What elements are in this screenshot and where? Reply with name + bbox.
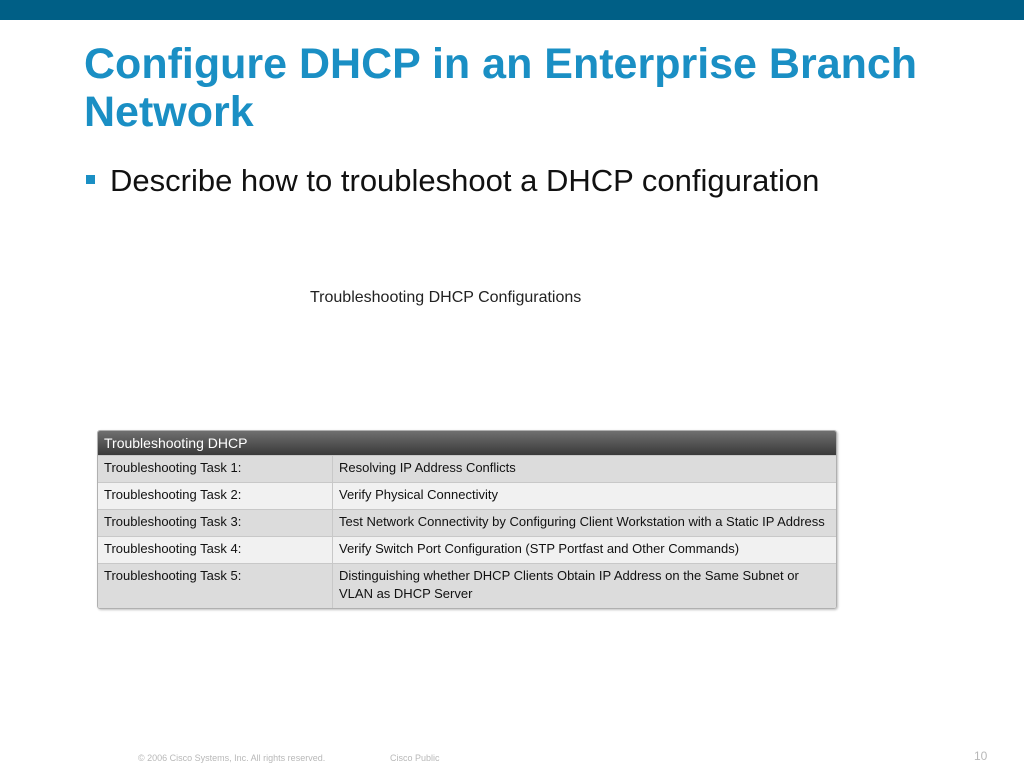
bullet-item bbox=[86, 162, 819, 200]
task-description: Resolving IP Address Conflicts bbox=[339, 460, 516, 475]
task-description: Distinguishing whether DHCP Clients Obtain IP Address on the Same Subnet or VLAN as DHCP Server bbox=[339, 568, 799, 601]
bullet-square-icon bbox=[86, 175, 95, 184]
table-row bbox=[98, 455, 836, 482]
task-label: Troubleshooting Task 4: bbox=[98, 537, 333, 563]
table-row bbox=[98, 563, 836, 608]
task-label: Troubleshooting Task 3: bbox=[98, 510, 333, 536]
bullet-text: Describe how to troubleshoot a DHCP configuration bbox=[110, 163, 820, 198]
task-description: Verify Physical Connectivity bbox=[339, 487, 498, 502]
slide-title: Configure DHCP in an Enterprise Branch Network bbox=[84, 40, 918, 136]
table-header: Troubleshooting DHCP bbox=[98, 431, 836, 455]
troubleshooting-table bbox=[97, 430, 837, 609]
footer-classification: Cisco Public bbox=[390, 753, 440, 763]
footer-copyright: © 2006 Cisco Systems, Inc. All rights reserved. bbox=[138, 753, 326, 763]
top-banner bbox=[0, 0, 1024, 20]
page-number: 10 bbox=[974, 749, 988, 763]
table-row bbox=[98, 509, 836, 536]
table-row bbox=[98, 482, 836, 509]
table-row bbox=[98, 536, 836, 563]
task-description: Test Network Connectivity by Configuring Client Workstation with a Static IP Address bbox=[339, 514, 825, 529]
task-label: Troubleshooting Task 1: bbox=[98, 456, 333, 482]
task-label: Troubleshooting Task 5: bbox=[98, 564, 333, 608]
figure-caption: Troubleshooting DHCP Configurations bbox=[310, 289, 582, 306]
task-description: Verify Switch Port Configuration (STP Portfast and Other Commands) bbox=[339, 541, 740, 556]
task-label: Troubleshooting Task 2: bbox=[98, 483, 333, 509]
